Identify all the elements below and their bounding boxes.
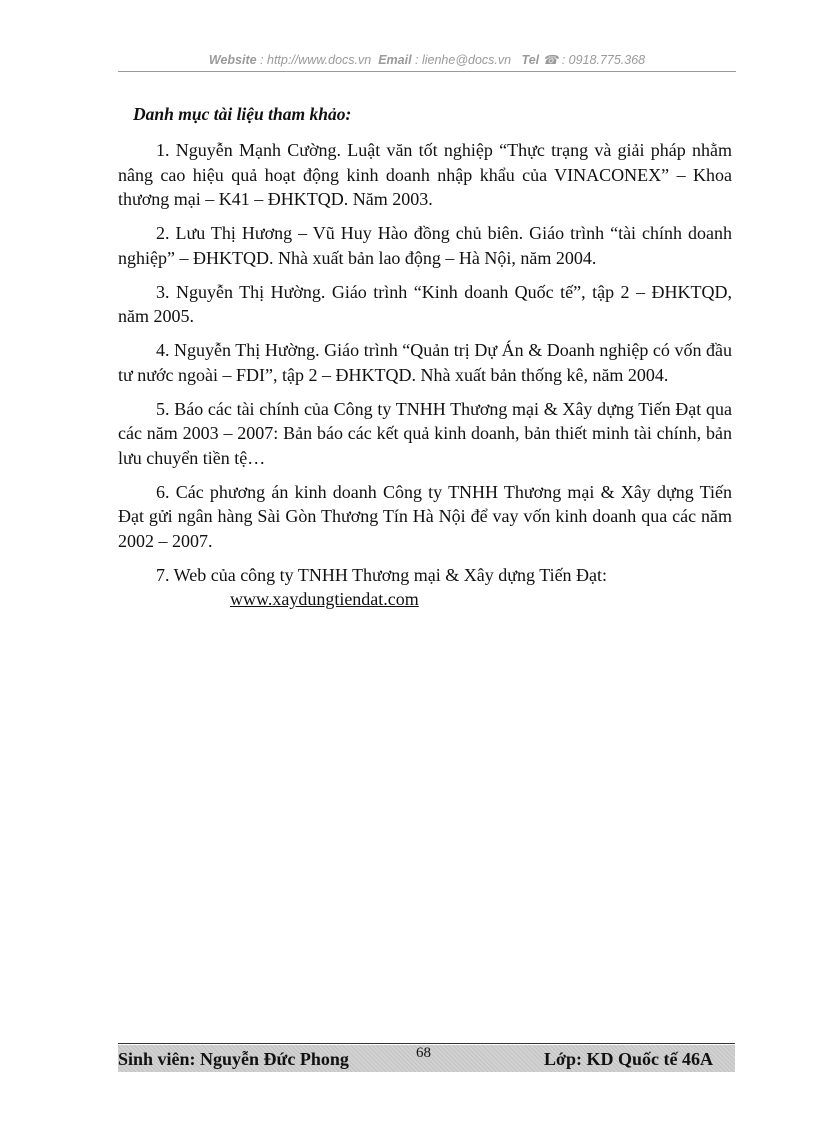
footer-class: Lớp: KD Quốc tế 46A (544, 1049, 713, 1069)
reference-item-2: 2. Lưu Thị Hương – Vũ Huy Hào đồng chủ biên. Giáo trình “tài chính doanh nghiệp” – ĐHKTQD. Nhà xuất bản lao động – Hà Nội, năm 2004. (118, 223, 732, 268)
page-number: 68 (416, 1045, 431, 1061)
reference-list (118, 138, 732, 621)
reference-link[interactable]: www.xaydungtiendat.com (230, 589, 419, 609)
footer-student: Sinh viên: Nguyễn Đức Phong (118, 1049, 349, 1069)
tel-label: Tel (521, 53, 540, 67)
reference-item-6: 6. Các phương án kinh doanh Công ty TNHH Thương mại & Xây dựng Tiến Đạt gửi ngân hàng Sài Gòn Thương Tín Hà Nội để vay vốn kinh doanh qua các năm 2002 – 2007. (118, 481, 732, 551)
page-footer (118, 1045, 735, 1072)
website-value: : http://www.docs.vn (260, 53, 372, 67)
header-divider (118, 71, 736, 72)
email-label: Email (378, 53, 412, 67)
reference-item-7-text: 7. Web của công ty TNHH Thương mại & Xây dựng Tiến Đạt: (156, 564, 608, 585)
footer-divider (118, 1043, 735, 1044)
section-title: Danh mục tài liệu tham khảo: (133, 104, 352, 124)
website-label: Website (208, 53, 257, 67)
reference-item-5: 5. Báo các tài chính của Công ty TNHH Thương mại & Xây dựng Tiến Đạt qua các năm 2003 – 2007: Bản báo các kết quả kinh doanh, bản thiết minh tài chính, bản lưu chuyển tiền tệ… (118, 398, 732, 468)
phone-icon: ☎ (542, 53, 559, 67)
email-value: : lienhe@docs.vn (415, 53, 512, 67)
tel-value: : 0918.775.368 (561, 53, 646, 67)
reference-item-1: 1. Nguyễn Mạnh Cường. Luật văn tốt nghiệp “Thực trạng và giải pháp nhằm nâng cao hiệu quả hoạt động kinh doanh nhập khẩu của VINACONEX” – Khoa thương mại – K41 – ĐHKTQD. Năm 2003. (118, 140, 732, 209)
reference-item-7 (118, 563, 732, 612)
reference-item-3: 3. Nguyễn Thị Hường. Giáo trình “Kinh doanh Quốc tế”, tập 2 – ĐHKTQD, năm 2005. (118, 281, 732, 326)
page-header (118, 52, 736, 67)
reference-item-4: 4. Nguyễn Thị Hường. Giáo trình “Quản trị Dự Án & Doanh nghiệp có vốn đầu tư nước ngoài – FDI”, tập 2 – ĐHKTQD. Nhà xuất bản thống kê, năm 2004. (118, 340, 732, 385)
